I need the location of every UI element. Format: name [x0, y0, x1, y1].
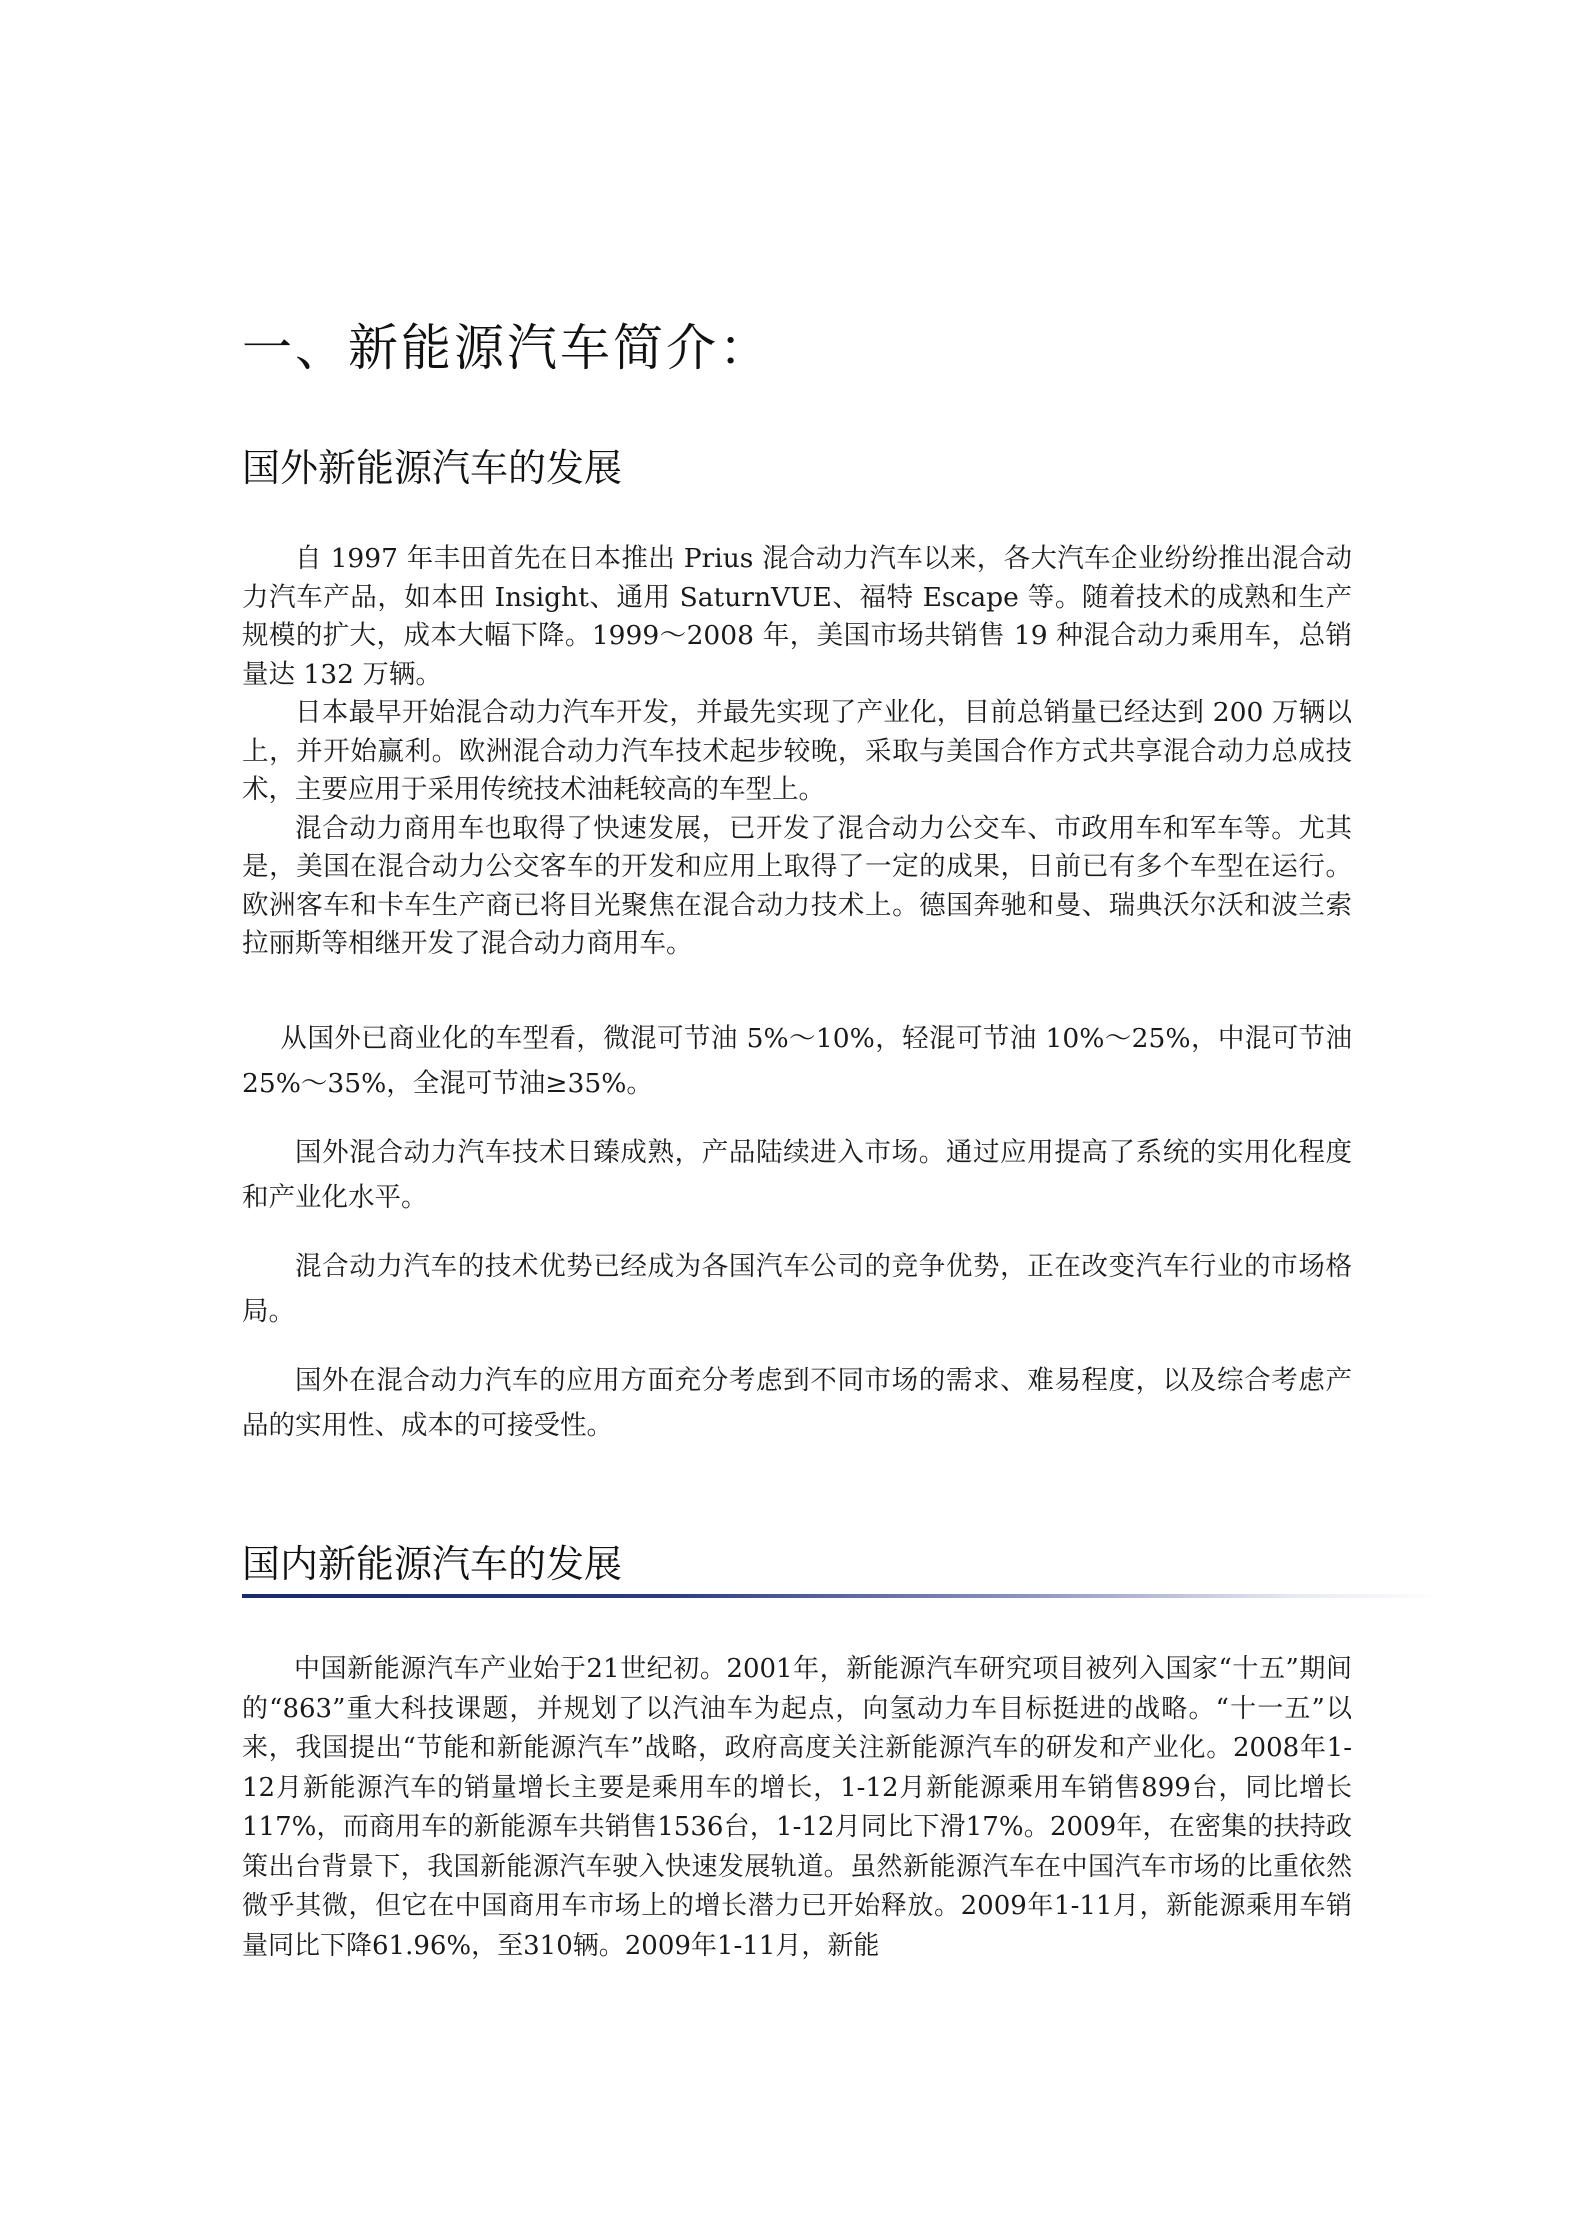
- paragraph: 自 1997 年丰田首先在日本推出 Prius 混合动力汽车以来，各大汽车企业纷纷推出混合动力汽车产品，如本田 Insight、通用 SaturnVUE、福特 Escape 等。随着技术的成熟和生产规模的扩大，成本大幅下降。1999～2008 年，美国市场共销售 19 种混合动力乘用车，总销量达 132 万辆。: [242, 543, 1352, 690]
- paragraph: 国外在混合动力汽车的应用方面充分考虑到不同市场的需求、难易程度，以及综合考虑产品的实用性、成本的可接受性。: [242, 1365, 1352, 1441]
- main-heading: 一、新能源汽车简介：: [242, 319, 772, 377]
- paragraph: 从国外已商业化的车型看，微混可节油 5%～10%，轻混可节油 10%～25%，中混可节油 25%～35%，全混可节油≥35%。: [242, 1023, 1352, 1099]
- foreign-paragraphs-group-1: [242, 540, 1352, 964]
- domestic-paragraphs: [242, 1650, 1352, 1966]
- paragraph: 混合动力汽车的技术优势已经成为各国汽车公司的竞争优势，正在改变汽车行业的市场格局。: [242, 1251, 1352, 1327]
- section-title-foreign: 国外新能源汽车的发展: [242, 446, 623, 490]
- paragraph: 国外混合动力汽车技术日臻成熟，产品陆续进入市场。通过应用提高了系统的实用化程度和产业化水平。: [242, 1137, 1352, 1213]
- paragraph: 中国新能源汽车产业始于21世纪初。2001年，新能源汽车研究项目被列入国家“十五”期间的“863”重大科技课题，并规划了以汽油车为起点，向氢动力车目标挺进的战略。“十一五”以来，我国提出“节能和新能源汽车”战略，政府高度关注新能源汽车的研发和产业化。2008年1-12月新能源汽车的销量增长主要是乘用车的增长，1-12月新能源乘用车销售899台，同比增长117%，而商用车的新能源车共销售1536台，1-12月同比下滑17%。2009年，在密集的扶持政策出台背景下，我国新能源汽车驶入快速发展轨道。虽然新能源汽车在中国汽车市场的比重依然微乎其微，但它在中国商用车市场上的增长潜力已开始释放。2009年1-11月，新能源乘用车销量同比下降61.96%，至310辆。2009年1-11月，新能: [242, 1654, 1352, 1961]
- paragraph: 混合动力商用车也取得了快速发展，已开发了混合动力公交车、市政用车和军车等。尤其是，美国在混合动力公交客车的开发和应用上取得了一定的成果，日前已有多个车型在运行。欧洲客车和卡车生产商已将目光聚焦在混合动力技术上。德国奔驰和曼、瑞典沃尔沃和波兰索拉丽斯等相继开发了混合动力商用车。: [242, 812, 1352, 959]
- section-underline-rule: [242, 1594, 1442, 1598]
- section-title-domestic: 国内新能源汽车的发展: [242, 1542, 623, 1586]
- paragraph: 日本最早开始混合动力汽车开发，并最先实现了产业化，目前总销量已经达到 200 万辆以上，并开始赢利。欧洲混合动力汽车技术起步较晚，采取与美国合作方式共享混合动力总成技术，主要应用于采用传统技术油耗较高的车型上。: [242, 697, 1352, 805]
- foreign-paragraphs-group-2: [242, 1016, 1352, 1472]
